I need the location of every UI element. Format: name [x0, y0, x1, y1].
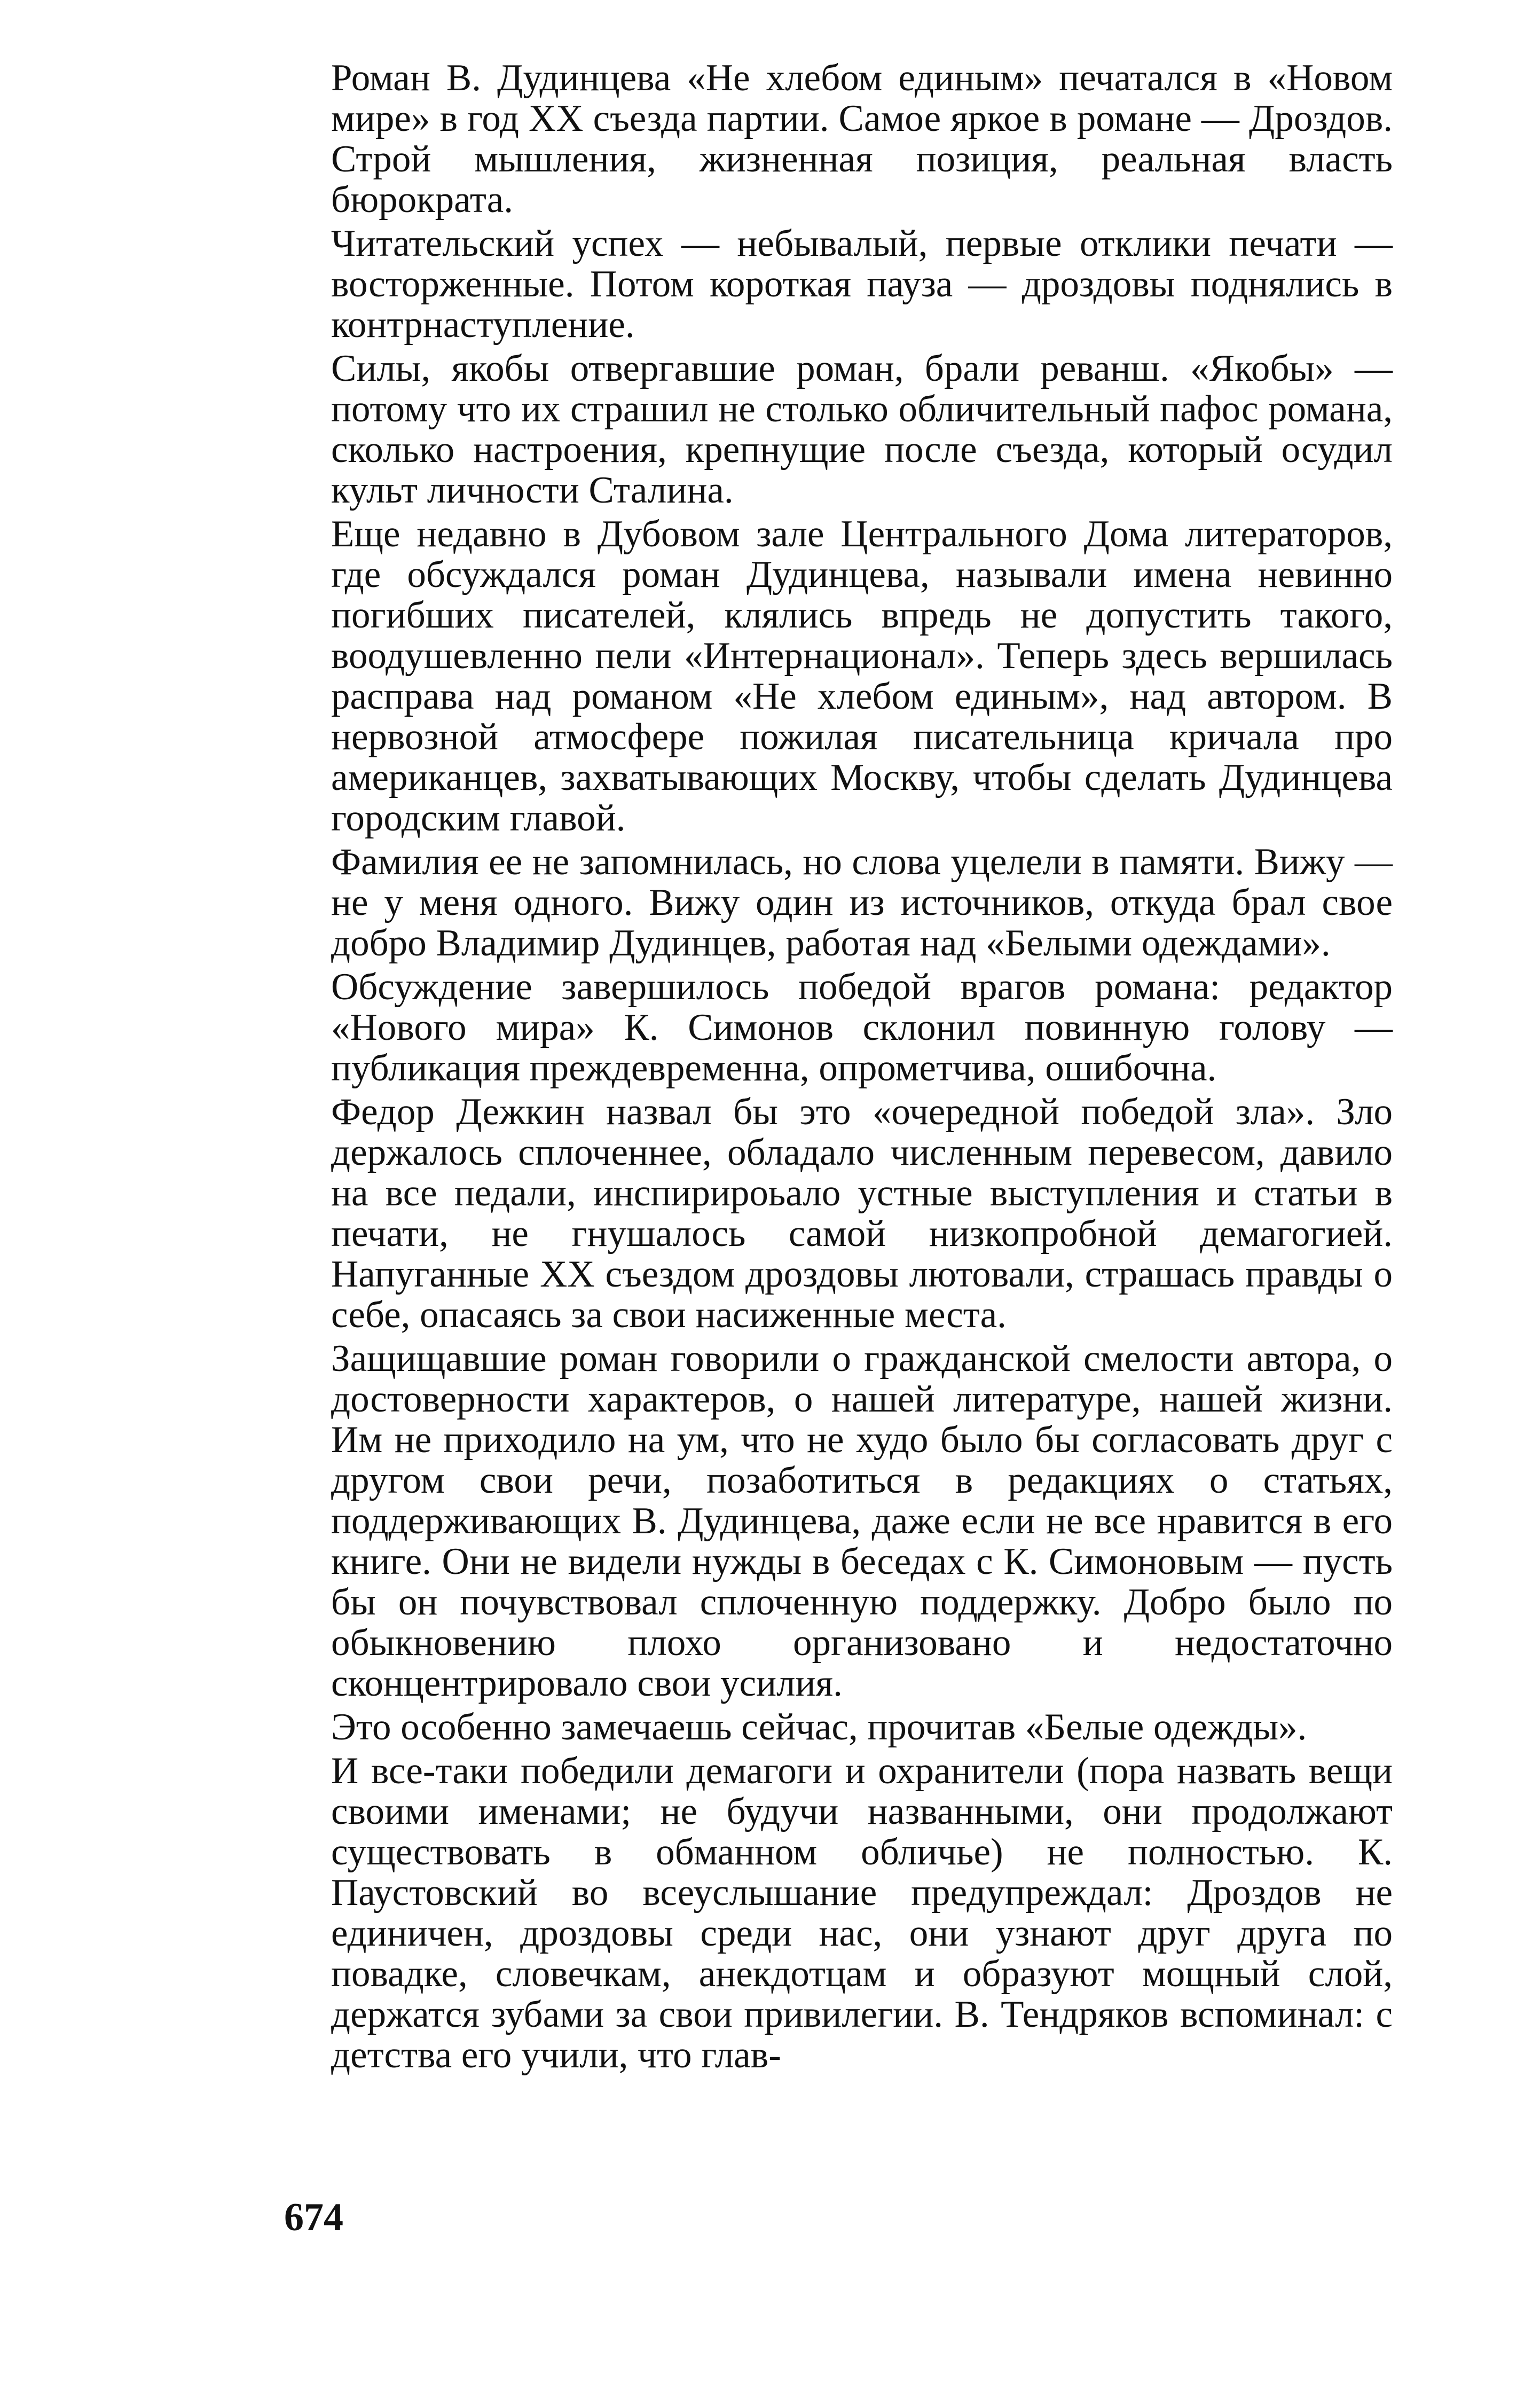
- paragraph-10: И все-таки победили демагоги и охранители (пора назвать вещи своими именами; не будучи названными, они продолжают существовать в обманном обличье) не полностью. К. Паустовский во всеуслышание предупреждал: Дроздов не единичен, дроздовы среди нас, они узнают друг друга по повадке, словечкам, анекдотцам и образуют мощный слой, держатся зубами за свои привилегии. В. Тендряков вспоминал: с детства его учили, что глав-: [331, 1750, 1393, 2076]
- text-column: [331, 58, 1393, 2079]
- page-number: 674: [284, 2196, 343, 2239]
- paragraph-7: Федор Дежкин назвал бы это «очередной победой зла». Зло держалось сплоченнее, обладало численным перевесом, давило на все педали, инспирироьало устные выступления и статьи в печати, не гнушалось самой низкопробной демагогией. Напуганные XX съездом дроздовы лютовали, страшась правды о себе, опасаясь за свои насиженные места.: [331, 1091, 1393, 1336]
- paragraph-8: Защищавшие роман говорили о гражданской смелости автора, о достоверности характеров, о нашей литературе, нашей жизни. Им не приходило на ум, что не худо было бы согласовать друг с другом свои речи, позаботиться в редакциях о статьях, поддерживающих В. Дудинцева, даже если не все нравится в его книге. Они не видели нужды в беседах с К. Симоновым — пусть бы он почувствовал сплоченную поддержку. Добро было по обыкновению плохо организовано и недостаточно сконцентрировало свои усилия.: [331, 1338, 1393, 1704]
- paragraph-2: Читательский успех — небывалый, первые отклики печати — восторженные. Потом короткая пауза — дроздовы поднялись в контрнаступление.: [331, 223, 1393, 346]
- paragraph-1: Роман В. Дудинцева «Не хлебом единым» печатался в «Новом мире» в год XX съезда партии. Самое яркое в романе — Дроздов. Строй мышления, жизненная позиция, реальная власть бюрократа.: [331, 57, 1393, 221]
- paragraph-4: Еще недавно в Дубовом зале Центрального Дома литераторов, где обсуждался роман Дудинцева, называли имена невинно погибших писателей, клялись впредь не допустить такого, воодушевленно пели «Интернационал». Теперь здесь вершилась расправа над романом «Не хлебом единым», над автором. В нервозной атмосфере пожилая писательница кричала про американцев, захватывающих Москву, чтобы сделать Дудинцева городским главой.: [331, 513, 1393, 839]
- paragraph-9: Это особенно замечаешь сейчас, прочитав «Белые одежды».: [331, 1706, 1307, 1748]
- paragraph-6: Обсуждение завершилось победой врагов романа: редактор «Нового мира» К. Симонов склонил повинную голову — публикация преждевременна, опрометчива, ошибочна.: [331, 966, 1393, 1089]
- paragraph-3: Силы, якобы отвергавшие роман, брали реванш. «Якобы» — потому что их страшил не столько обличительный пафос романа, сколько настроения, крепнущие после съезда, который осудил культ личности Сталина.: [331, 348, 1393, 511]
- paragraph-5: Фамилия ее не запомнилась, но слова уцелели в памяти. Вижу — не у меня одного. Вижу один из источников, откуда брал свое добро Владимир Дудинцев, работая над «Белыми одеждами».: [331, 841, 1393, 964]
